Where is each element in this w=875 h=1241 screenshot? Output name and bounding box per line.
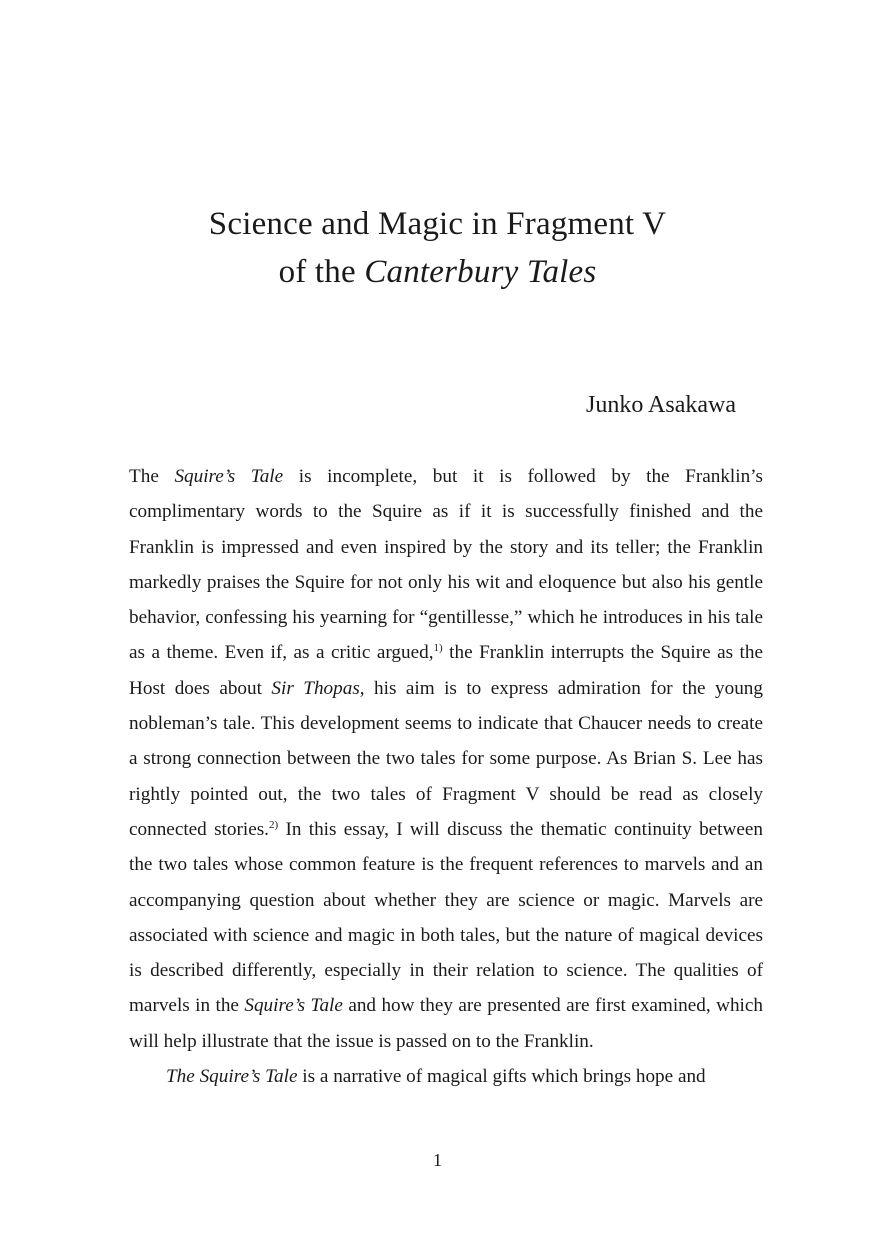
title-line-2-prefix: of the xyxy=(278,254,365,290)
title-line-1: Science and Magic in Fragment V xyxy=(208,206,667,242)
text-run: is incomplete, but it is followed by the Franklin’s complimentary words to the Squire as if it is successfully finished and the Franklin is impressed and even inspired by the story and its teller; the Franklin markedly praises the Squire for not only his wit and eloquence but also his gentle behavior, confessing his yearning for “gentillesse,” which he introduces in his tale as a theme. Even if, as a critic argued, xyxy=(129,466,763,664)
title-line-2 xyxy=(0,248,875,296)
italic-text: Squire’s Tale xyxy=(174,466,284,487)
page-number: 1 xyxy=(433,1150,442,1170)
paragraph xyxy=(129,1059,763,1094)
italic-text: Sir Thopas xyxy=(271,677,360,699)
italic-text: The Squire’s Tale xyxy=(166,1066,298,1088)
text-run: is a narrative of magical gifts which brings hope and xyxy=(297,1066,706,1088)
paragraph xyxy=(129,459,763,1059)
title-line-2-italic: Canterbury Tales xyxy=(364,254,597,290)
paper-title xyxy=(0,200,875,296)
text-run: The xyxy=(129,466,175,487)
body-text xyxy=(129,459,763,1094)
italic-text: Squire’s Tale xyxy=(244,995,343,1017)
text-run: In this essay, I will discuss the thematic continuity between the two tales whose common feature is the frequent references to marvels and an accompanying question about whether they are science or magic. Marvels are associated with science and magic in both tales, but the nature of magical devices is described differently, especially in their relation to science. The qualities of marvels in the xyxy=(129,818,763,1017)
footnote-ref: 1) xyxy=(433,642,443,655)
text-run: and how they are presented are first examined, which will help illustrate that the issue is passed on to the Franklin. xyxy=(129,995,763,1052)
author-name: Junko Asakawa xyxy=(586,392,736,418)
text-run: , his aim is to express admiration for the young nobleman’s tale. This development seems to indicate that Chaucer needs to create a strong connection between the two tales for some purpose. As Brian S. Lee has rightly pointed out, the two tales of Fragment V should be read as closely connected stories. xyxy=(129,677,763,840)
text-run: the Franklin interrupts the Squire as the Host does about xyxy=(129,642,763,699)
footnote-ref: 2) xyxy=(268,818,279,831)
